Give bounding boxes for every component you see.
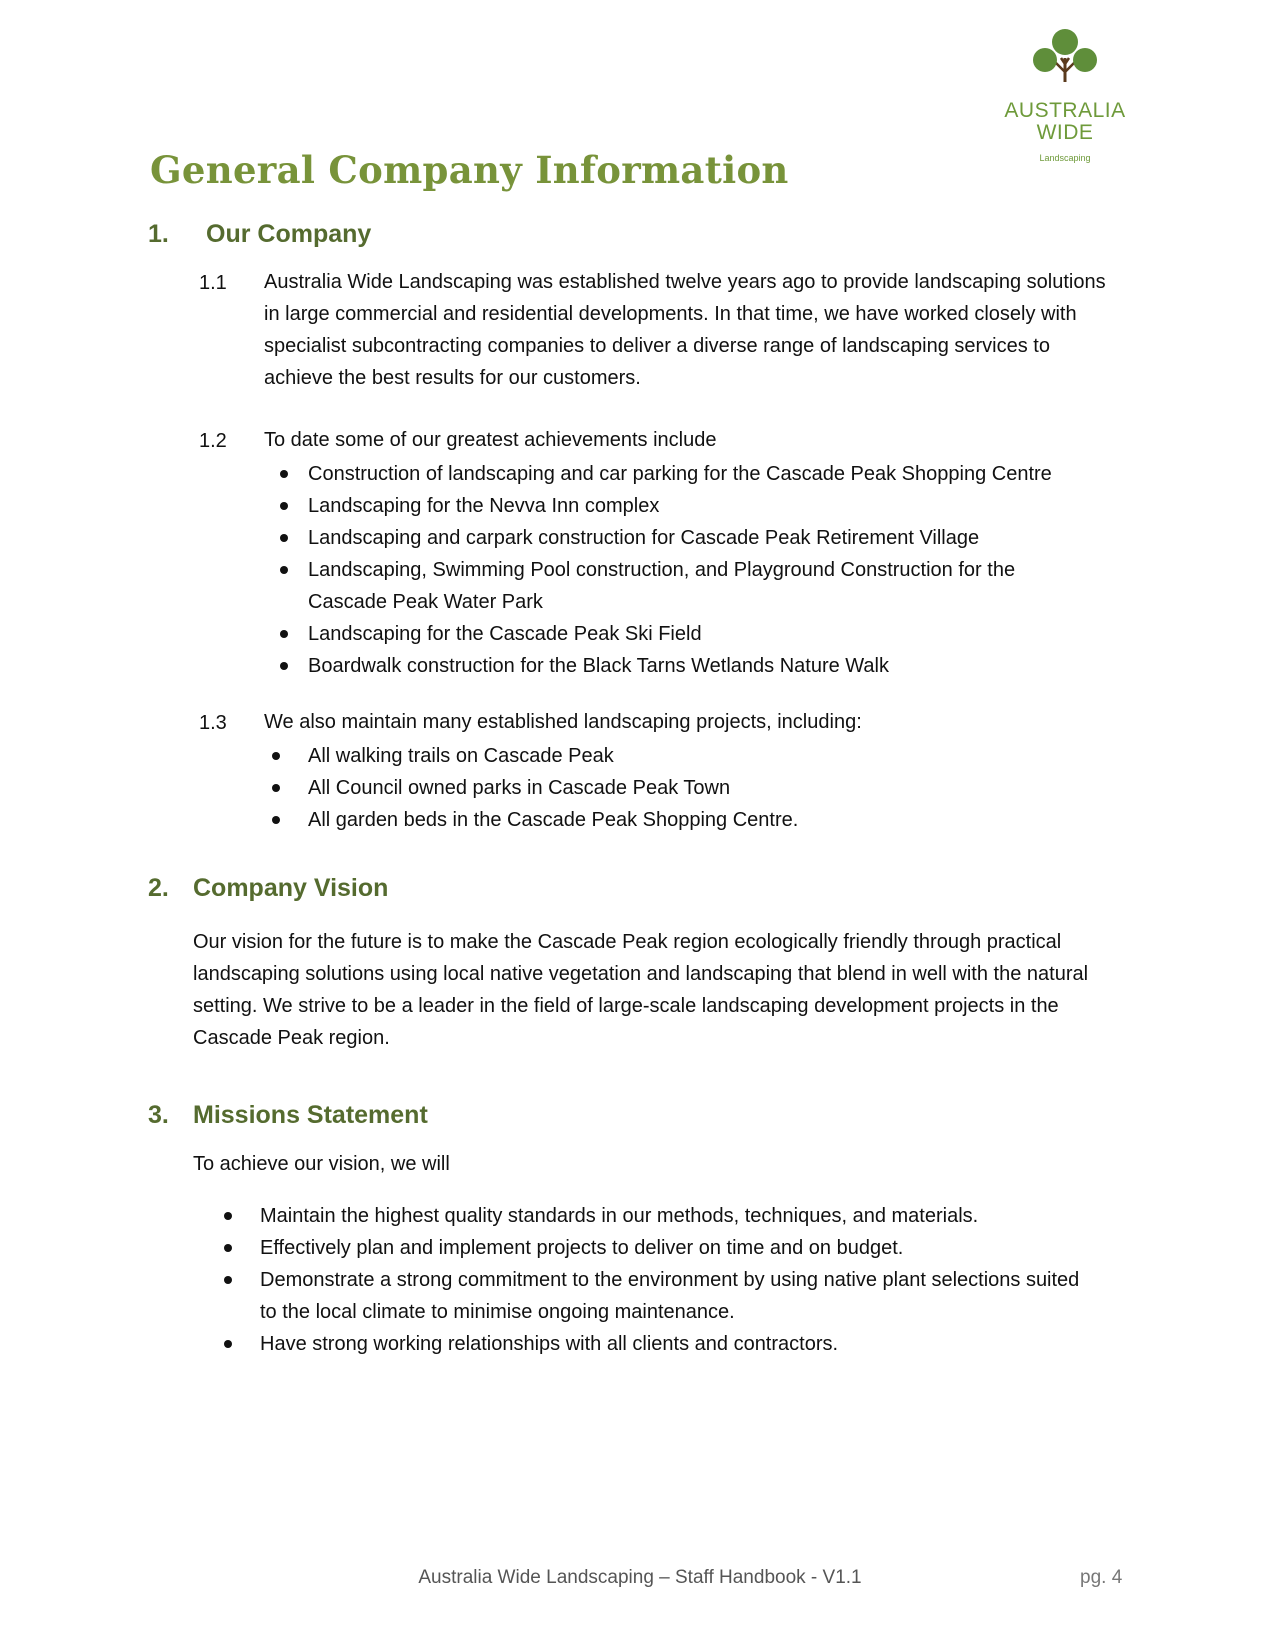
list-item: All Council owned parks in Cascade Peak Town bbox=[272, 772, 1072, 804]
maintenance-list bbox=[272, 740, 1072, 836]
list-item: All walking trails on Cascade Peak bbox=[272, 740, 1072, 772]
section-title: Company Vision bbox=[193, 874, 389, 902]
list-item: Landscaping and carpark construction for Cascade Peak Retirement Village bbox=[280, 522, 1080, 554]
section-number: 2. bbox=[148, 874, 169, 902]
list-item: Have strong working relationships with all clients and contractors. bbox=[224, 1328, 1084, 1360]
item-number: 1.2 bbox=[199, 430, 227, 452]
list-item: Landscaping, Swimming Pool construction, and Playground Construction for the Cascade Peak Water Park bbox=[280, 554, 1080, 618]
logo-line-1: AUSTRALIA bbox=[1004, 99, 1126, 122]
list-item: Boardwalk construction for the Black Tarns Wetlands Nature Walk bbox=[280, 650, 1080, 682]
tree-icon bbox=[1031, 28, 1099, 84]
item-number: 1.3 bbox=[199, 712, 227, 734]
logo-line-2: WIDE bbox=[1036, 121, 1094, 144]
mission-intro: To achieve our vision, we will bbox=[193, 1153, 450, 1175]
list-item: All garden beds in the Cascade Peak Shopping Centre. bbox=[272, 804, 1072, 836]
item-1-2-text: To date some of our greatest achievements include bbox=[264, 429, 717, 451]
item-1-3-text: We also maintain many established landscaping projects, including: bbox=[264, 711, 862, 733]
vision-text: Our vision for the future is to make the Cascade Peak region ecologically friendly through practical landscaping solutions using local native vegetation and landscaping that blend in well with the natural setting. We strive to be a leader in the field of large-scale landscaping development projects in the Cascade Peak region. bbox=[193, 931, 1089, 1049]
footer-text: Australia Wide Landscaping – Staff Handbook - V1.1 bbox=[418, 1567, 862, 1588]
item-1-1-text: Australia Wide Landscaping was established twelve years ago to provide landscaping solutions in large commercial and residential developments. In that time, we have worked closely with specialist subcontracting companies to deliver a diverse range of landscaping services to achieve the best results for our customers. bbox=[264, 271, 1106, 389]
list-item: Effectively plan and implement projects to deliver on time and on budget. bbox=[224, 1232, 1084, 1264]
achievements-list bbox=[280, 458, 1080, 682]
list-item: Maintain the highest quality standards in our methods, techniques, and materials. bbox=[224, 1200, 1084, 1232]
list-item: Demonstrate a strong commitment to the environment by using native plant selections suited to the local climate to minimise ongoing maintenance. bbox=[224, 1264, 1084, 1328]
logo-subtitle: Landscaping bbox=[1039, 153, 1091, 163]
list-item: Landscaping for the Nevva Inn complex bbox=[280, 490, 1080, 522]
item-number: 1.1 bbox=[199, 272, 227, 294]
company-logo bbox=[985, 28, 1145, 168]
mission-list bbox=[224, 1200, 1084, 1360]
page-number: pg. 4 bbox=[1080, 1567, 1123, 1588]
page-title: General Company Information bbox=[150, 148, 789, 192]
section-number: 1. bbox=[148, 220, 169, 248]
section-number: 3. bbox=[148, 1101, 169, 1129]
list-item: Construction of landscaping and car parking for the Cascade Peak Shopping Centre bbox=[280, 458, 1080, 490]
section-title: Our Company bbox=[206, 220, 372, 248]
list-item: Landscaping for the Cascade Peak Ski Field bbox=[280, 618, 1080, 650]
section-title: Missions Statement bbox=[193, 1101, 428, 1129]
